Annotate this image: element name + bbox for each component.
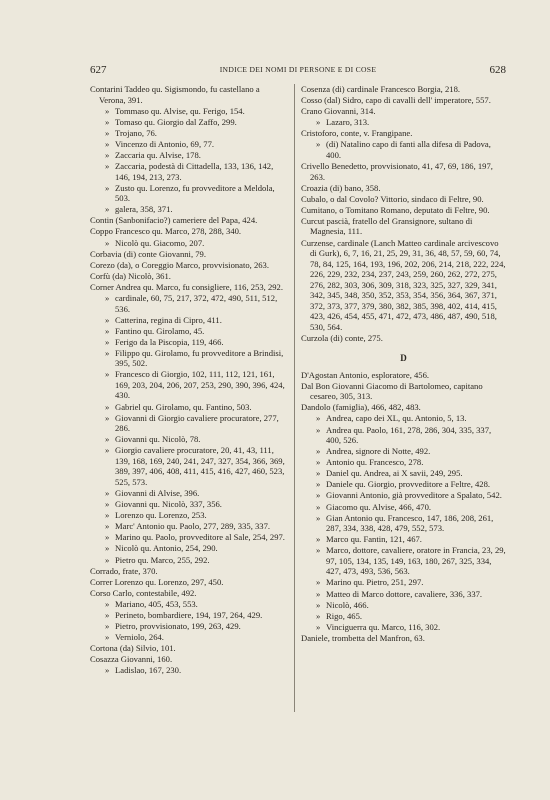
index-column-left	[90, 84, 286, 677]
entry-text: Giovanni qu. Nicolò, 337, 356.	[115, 499, 222, 510]
entry-text: Cosazza Giovanni, 160.	[90, 654, 173, 665]
ditto-mark-icon: »	[316, 501, 321, 512]
index-entry	[301, 84, 506, 95]
index-subentry	[90, 599, 286, 610]
ditto-mark-icon: »	[105, 105, 110, 116]
entry-text: Andrea qu. Paolo, 161, 278, 286, 304, 335, 337, 400, 526.	[326, 424, 492, 445]
entry-text: Giovanni qu. Nicolò, 78.	[115, 434, 201, 445]
entry-text: Filippo qu. Girolamo, fu provveditore a Brindisi, 395, 502.	[115, 347, 284, 369]
entry-text: Marc' Antonio qu. Paolo, 277, 289, 335, 337.	[115, 521, 271, 532]
ditto-mark-icon: »	[105, 521, 110, 532]
entry-text: Cristoforo, conte, v. Frangipane.	[301, 128, 413, 139]
index-subentry	[90, 204, 286, 215]
index-subentry	[301, 479, 506, 490]
ditto-mark-icon: »	[105, 138, 110, 149]
running-title: INDICE DEI NOMI DI PERSONE E DI COSE	[219, 65, 377, 74]
index-subentry	[90, 488, 286, 499]
ditto-mark-icon: »	[105, 149, 110, 160]
index-entry	[301, 194, 506, 205]
ditto-mark-icon: »	[316, 446, 321, 457]
entry-text: Corner Andrea qu. Marco, fu consigliere, 116, 253, 292.	[90, 281, 283, 292]
index-subentry	[301, 534, 506, 545]
entry-text: Giacomo qu. Alvise, 466, 470.	[326, 501, 432, 512]
entry-text: Ladislao, 167, 230.	[115, 665, 182, 676]
entry-text: Corbavia (di) conte Giovanni, 79.	[90, 248, 206, 259]
index-subentry	[90, 117, 286, 128]
ditto-mark-icon: »	[316, 545, 321, 556]
ditto-mark-icon: »	[105, 237, 110, 248]
entry-text: Pietro, provvisionato, 199, 263, 429.	[115, 621, 241, 632]
ditto-mark-icon: »	[316, 457, 321, 468]
index-subentry	[90, 499, 286, 510]
entry-text: Corso Carlo, contestabile, 492.	[90, 587, 197, 598]
index-subentry	[90, 445, 286, 487]
entry-text: Catterina, regina di Cipro, 411.	[115, 314, 222, 325]
index-subentry	[90, 532, 286, 543]
entry-text: Dal Bon Giovanni Giacomo di Bartolomeo, capitano cesareo, 305, 313.	[301, 380, 483, 402]
index-subentry	[90, 139, 286, 150]
index-entry	[90, 577, 286, 588]
entry-text: Marco qu. Fantin, 121, 467.	[326, 534, 422, 545]
entry-text: Andrea, capo dei XL, qu. Antonio, 5, 13.	[326, 413, 467, 424]
ditto-mark-icon: »	[105, 204, 110, 215]
index-entry	[90, 215, 286, 226]
entry-text: Ferigo da la Piscopia, 119, 466.	[115, 336, 224, 347]
entry-text: Trojano, 76.	[115, 127, 157, 138]
index-subentry	[301, 600, 506, 611]
ditto-mark-icon: »	[316, 468, 321, 479]
entry-text: Lazaro, 313.	[326, 117, 370, 128]
ditto-mark-icon: »	[105, 116, 110, 127]
ditto-mark-icon: »	[105, 554, 110, 565]
index-subentry	[90, 521, 286, 532]
entry-text: Lorenzo qu. Lorenzo, 253.	[115, 510, 207, 521]
page-number-left: 627	[90, 64, 107, 76]
entry-text: Giorgio cavaliere procuratore, 20, 41, 43, 111, 139, 168, 169, 240, 241, 247, 327, 354, 366, 369, 389, 397, 406, 408, 411, 415, 416, 427, 460, 523, 525, 573.	[115, 445, 285, 487]
index-entry	[90, 249, 286, 260]
entry-text: Nicolò, 466.	[326, 599, 369, 610]
index-subentry	[90, 315, 286, 326]
letter-heading: D	[400, 353, 407, 364]
index-subentry	[301, 577, 506, 588]
index-subentry	[301, 490, 506, 501]
index-subentry	[90, 621, 286, 632]
index-entries-c-continued	[301, 84, 506, 343]
entry-text: Cumitano, o Tomitano Romano, deputato di Feltre, 90.	[301, 204, 490, 215]
index-entry	[90, 588, 286, 599]
index-subentry	[90, 434, 286, 445]
index-subentry	[90, 337, 286, 348]
entry-text: Cubalo, o dal Covolo? Vittorio, sindaco di Feltre, 90.	[301, 193, 484, 204]
entry-text: Croazia (di) bano, 358.	[301, 182, 381, 193]
entry-text: Giovanni di Alvise, 396.	[115, 487, 200, 498]
ditto-mark-icon: »	[316, 512, 321, 523]
index-subentry	[301, 611, 506, 622]
entry-text: Giovanni Antonio, già provveditore a Spalato, 542.	[326, 490, 502, 501]
ditto-mark-icon: »	[316, 599, 321, 610]
index-entry	[301, 128, 506, 139]
entry-text: Cortona (da) Silvio, 101.	[90, 643, 176, 654]
ditto-mark-icon: »	[105, 314, 110, 325]
entry-text: Vincenzo di Antonio, 69, 77.	[115, 138, 215, 149]
entry-text: Nicolò qu. Giacomo, 207.	[115, 237, 205, 248]
ditto-mark-icon: »	[316, 490, 321, 501]
entry-text: Antonio qu. Francesco, 278.	[326, 457, 424, 468]
index-entry	[301, 216, 506, 237]
entry-text: Zusto qu. Lorenzo, fu provveditore a Meldola, 503.	[115, 182, 275, 204]
index-subentry	[90, 555, 286, 566]
ditto-mark-icon: »	[105, 161, 110, 172]
index-subentry	[90, 413, 286, 434]
index-entry	[301, 95, 506, 106]
index-subentry	[90, 128, 286, 139]
index-subentry	[90, 150, 286, 161]
index-subentry	[90, 348, 286, 369]
ditto-mark-icon: »	[105, 336, 110, 347]
entry-text: Verniolo, 264.	[115, 632, 164, 643]
ditto-mark-icon: »	[105, 369, 110, 380]
ditto-mark-icon: »	[105, 127, 110, 138]
ditto-mark-icon: »	[316, 534, 321, 545]
index-subentry	[301, 545, 506, 577]
index-entry	[301, 205, 506, 216]
index-column-right	[301, 84, 506, 644]
index-entry	[90, 643, 286, 654]
entry-text: Cosenza (di) cardinale Francesco Borgia, 218.	[301, 84, 461, 94]
entry-text: Andrea, signore di Notte, 492.	[326, 446, 431, 457]
ditto-mark-icon: »	[316, 621, 321, 632]
index-entry	[90, 260, 286, 271]
entry-text: Cosso (dal) Sidro, capo di cavalli dell' imperatore, 557.	[301, 95, 491, 106]
entry-text: Daniele qu. Giorgio, provveditore a Feltre, 428.	[326, 479, 491, 490]
ditto-mark-icon: »	[105, 499, 110, 510]
ditto-mark-icon: »	[105, 598, 110, 609]
index-subentry	[90, 106, 286, 117]
entry-text: Marino qu. Pietro, 251, 297.	[326, 577, 424, 588]
entry-text: Zaccaria qu. Alvise, 178.	[115, 149, 201, 160]
entry-text: Tommaso qu. Alvise, qu. Ferigo, 154.	[115, 105, 245, 116]
ditto-mark-icon: »	[105, 609, 110, 620]
index-entry	[90, 566, 286, 577]
index-subentry	[90, 238, 286, 249]
ditto-mark-icon: »	[316, 610, 321, 621]
index-entry	[301, 238, 506, 333]
index-subentry	[301, 589, 506, 600]
index-entries-d	[301, 370, 506, 644]
index-entry	[301, 633, 506, 644]
ditto-mark-icon: »	[105, 445, 110, 456]
entry-text: Tomaso qu. Giorgio dal Zaffo, 299.	[115, 116, 237, 127]
index-subentry	[301, 457, 506, 468]
index-subentry	[90, 402, 286, 413]
index-subentry	[90, 293, 286, 314]
entry-text: Fantino qu. Girolamo, 45.	[115, 325, 205, 336]
index-subentry	[301, 446, 506, 457]
column-divider	[294, 84, 295, 712]
ditto-mark-icon: »	[105, 487, 110, 498]
index-entry	[301, 381, 506, 402]
index-entry	[301, 161, 506, 182]
index-subentry	[301, 425, 506, 446]
ditto-mark-icon: »	[105, 532, 110, 543]
entry-text: Corrado, frate, 370.	[90, 565, 158, 576]
index-subentry	[90, 161, 286, 182]
entry-text: Zaccaria, podestà di Cittadella, 133, 136, 142, 146, 194, 213, 273.	[115, 161, 274, 182]
index-subentry	[90, 369, 286, 401]
index-entry	[301, 370, 506, 381]
ditto-mark-icon: »	[105, 412, 110, 423]
entry-text: Contarini Taddeo qu. Sigismondo, fu castellano a Verona, 391.	[90, 84, 260, 105]
ditto-mark-icon: »	[105, 510, 110, 521]
entry-text: Gian Antonio qu. Francesco, 147, 186, 208, 261, 287, 334, 338, 428, 479, 552, 573.	[326, 512, 494, 534]
entry-text: Curcut pascià, fratello del Gransignore, sultano di Magnesia, 111.	[301, 215, 473, 237]
ditto-mark-icon: »	[105, 665, 110, 676]
entry-text: Marco, dottore, cavaliere, oratore in Francia, 23, 29, 97, 105, 134, 135, 149, 163, 180, 267, 325, 334, 427, 473, 493, 536, 563.	[326, 545, 506, 577]
index-subentry	[90, 610, 286, 621]
ditto-mark-icon: »	[105, 182, 110, 193]
ditto-mark-icon: »	[105, 543, 110, 554]
entry-text: Curzense, cardinale (Lanch Matteo cardinale arcivescovo di Gurk), 6, 7, 16, 21, 25, 29, 31, 36, 48, 57, 59, 60, 74, 78, 84, 125, 164, 193, 196, 202, 206, 214, 218, 222, 224, 226, 229, 232, 234, 237, 243, 259, 260, 262, 272, 275, 276, 282, 303, 306, 309, 318, 323, 325, 327, 329, 341, 342, 345, 348, 350, 352, 353, 354, 356, 364, 367, 371, 372, 373, 377, 379, 380, 382, 385, 398, 402, 414, 415, 423, 426, 454, 455, 471, 472, 473, 486, 487, 490, 518, 530, 564.	[301, 237, 506, 332]
index-subentry	[90, 543, 286, 554]
index-subentry	[301, 139, 506, 160]
index-entry	[90, 282, 286, 293]
entry-text: Francesco di Giorgio, 102, 111, 112, 121, 161, 169, 203, 204, 206, 207, 253, 290, 390, 396, 424, 430.	[115, 369, 285, 401]
entry-text: Matteo di Marco dottore, cavaliere, 336, 337.	[326, 588, 483, 599]
entry-text: Corfù (da) Nicolò, 361.	[90, 270, 171, 281]
entry-text: Perineto, bombardiere, 194, 197, 264, 429.	[115, 609, 263, 620]
ditto-mark-icon: »	[105, 632, 110, 643]
ditto-mark-icon: »	[316, 479, 321, 490]
entry-text: Corezo (da), o Coreggio Marco, provvisionato, 263.	[90, 259, 269, 270]
index-subentry	[301, 513, 506, 534]
ditto-mark-icon: »	[316, 117, 321, 128]
entry-text: Giovanni di Giorgio cavaliere procuratore, 277, 286.	[115, 412, 279, 434]
ditto-mark-icon: »	[105, 621, 110, 632]
ditto-mark-icon: »	[105, 325, 110, 336]
entry-text: Rigo, 465.	[326, 610, 363, 621]
ditto-mark-icon: »	[316, 588, 321, 599]
index-entry	[90, 654, 286, 665]
ditto-mark-icon: »	[105, 347, 110, 358]
entry-text: Mariano, 405, 453, 553.	[115, 598, 198, 609]
entry-text: Contin (Sanbonifacio?) cameriere del Papa, 424.	[90, 215, 258, 226]
index-subentry	[90, 665, 286, 676]
entry-text: Dandolo (famiglia), 466, 482, 483.	[301, 402, 421, 413]
ditto-mark-icon: »	[105, 293, 110, 303]
entry-text: (di) Natalino capo di fanti alla difesa di Padova, 400.	[326, 139, 491, 160]
entry-text: Coppo Francesco qu. Marco, 278, 288, 340.	[90, 226, 242, 237]
index-subentry	[301, 622, 506, 633]
index-subentry	[90, 326, 286, 337]
entry-text: galera, 358, 371.	[115, 204, 173, 215]
index-entry	[301, 333, 506, 344]
entry-text: Correr Lorenzo qu. Lorenzo, 297, 450.	[90, 576, 224, 587]
page-number-right: 628	[489, 64, 506, 76]
ditto-mark-icon: »	[316, 139, 321, 150]
entry-text: Crivello Benedetto, provvisionato, 41, 47, 69, 186, 197, 263.	[301, 161, 493, 182]
page-header	[90, 64, 506, 78]
index-subentry	[301, 117, 506, 128]
ditto-mark-icon: »	[316, 413, 321, 424]
entry-text: cardinale, 60, 75, 217, 372, 472, 490, 511, 512, 536.	[115, 293, 278, 314]
index-entry	[301, 183, 506, 194]
index-subentry	[90, 632, 286, 643]
index-subentry	[301, 413, 506, 424]
index-entry	[301, 402, 506, 413]
entry-text: Nicolò qu. Antonio, 254, 290.	[115, 543, 218, 554]
entry-text: Crano Giovanni, 314.	[301, 106, 376, 117]
entry-text: Pietro qu. Marco, 255, 292.	[115, 554, 210, 565]
index-entry	[90, 226, 286, 237]
entry-text: Gabriel qu. Girolamo, qu. Fantino, 503.	[115, 401, 252, 412]
entry-text: Daniele, trombetta del Manfron, 63.	[301, 632, 425, 643]
ditto-mark-icon: »	[316, 424, 321, 435]
index-subentry	[90, 510, 286, 521]
ditto-mark-icon: »	[316, 577, 321, 588]
entry-text: Marino qu. Paolo, provveditore al Sale, 254, 297.	[115, 532, 285, 543]
index-entry	[90, 84, 286, 105]
entry-text: D'Agostan Antonio, esploratore, 456.	[301, 369, 430, 380]
index-subentry	[90, 183, 286, 204]
index-subentry	[301, 468, 506, 479]
ditto-mark-icon: »	[105, 401, 110, 412]
index-entry	[90, 271, 286, 282]
entry-text: Daniel qu. Andrea, ai X savii, 249, 295.	[326, 468, 463, 479]
index-subentry	[301, 502, 506, 513]
index-entry	[301, 106, 506, 117]
ditto-mark-icon: »	[105, 434, 110, 445]
entry-text: Vinciguerra qu. Marco, 116, 302.	[326, 621, 441, 632]
entry-text: Curzola (di) conte, 275.	[301, 332, 383, 343]
